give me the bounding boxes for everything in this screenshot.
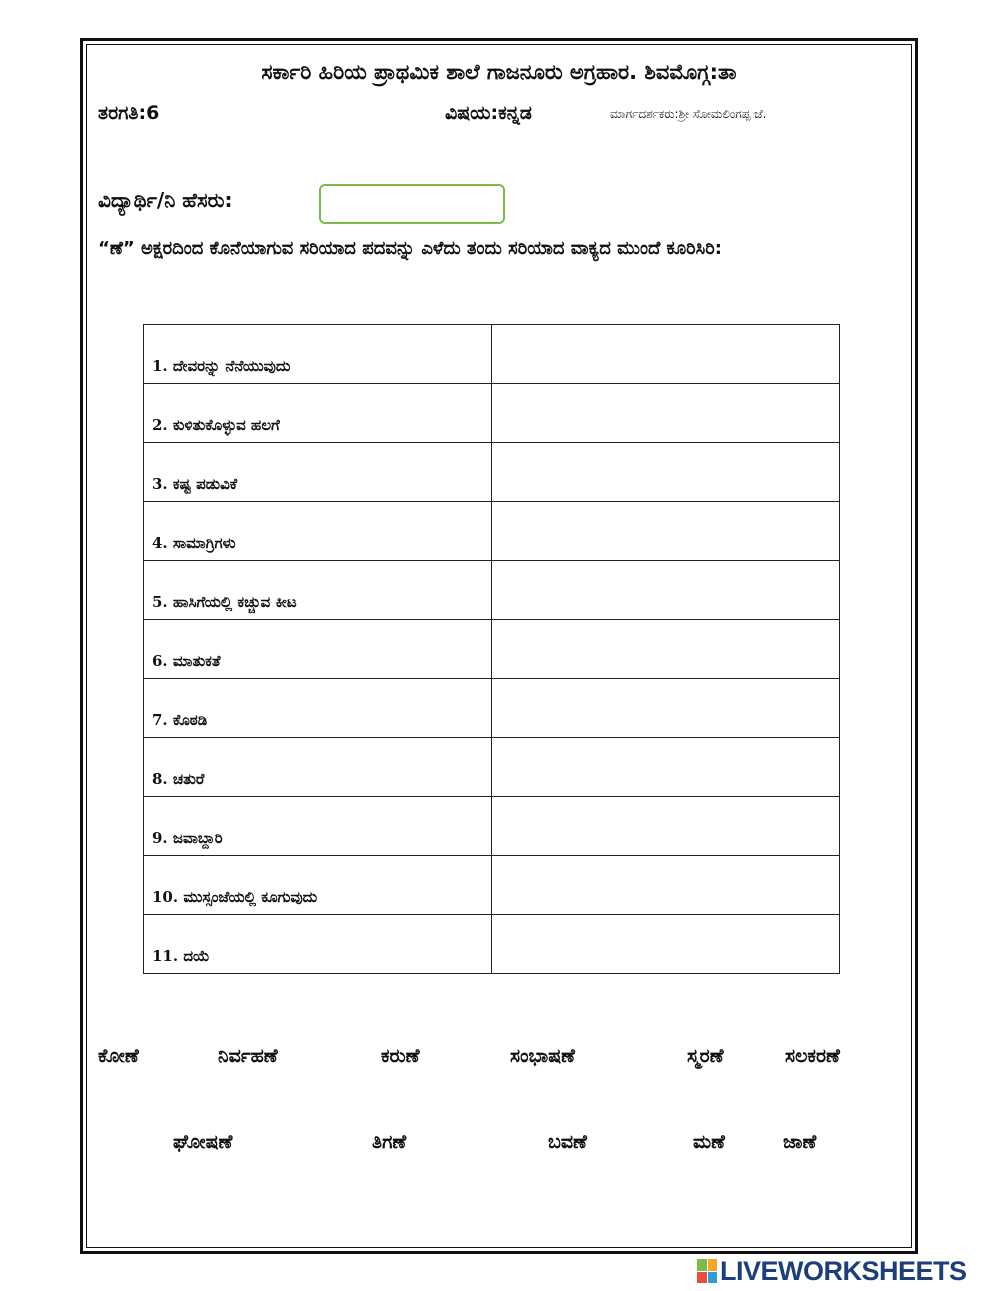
answer-cell[interactable]: [491, 384, 839, 443]
table-row: [144, 443, 840, 502]
table-row: [144, 384, 840, 443]
answer-drop-field[interactable]: [492, 798, 839, 854]
table-row: [144, 915, 840, 974]
answer-cell[interactable]: [491, 325, 839, 384]
question-text: 9. ಜವಾಬ್ದಾರಿ: [144, 797, 492, 856]
question-text: 5. ಹಾಸಿಗೆಯಲ್ಲಿ ಕಚ್ಚುವ ಕೀಟ: [144, 561, 492, 620]
liveworksheets-logo-icon: [697, 1259, 717, 1283]
student-name-label: ವಿದ್ಯಾರ್ಥಿ/ನಿ ಹೆಸರು:: [98, 188, 233, 212]
word-bank-item[interactable]: ಸ್ಮರಣೆ: [687, 1045, 724, 1067]
word-bank-item[interactable]: ಮಣೆ: [693, 1131, 725, 1153]
table-row: [144, 738, 840, 797]
word-bank-item[interactable]: ಘೋಷಣೆ: [173, 1131, 233, 1153]
question-text: 2. ಕುಳಿತುಕೊಳ್ಳುವ ಹಲಗೆ: [144, 384, 492, 443]
answer-drop-field[interactable]: [492, 562, 839, 618]
instruction-text: “ಣೆ” ಅಕ್ಷರದಿಂದ ಕೊನೆಯಾಗುವ ಸರಿಯಾದ ಪದವನ್ನು ಎಳೆದು ತಂದು ಸರಿಯಾದ ವಾಕ್ಯದ ಮುಂದೆ ಕೂರಿಸಿರಿ:: [98, 238, 722, 259]
answer-cell[interactable]: [491, 856, 839, 915]
answer-drop-field[interactable]: [492, 739, 839, 795]
answer-drop-field[interactable]: [492, 503, 839, 559]
answer-cell[interactable]: [491, 915, 839, 974]
table-row: [144, 797, 840, 856]
question-text: 10. ಮುಸ್ಸಂಜೆಯಲ್ಲಿ ಕೂಗುವುದು: [144, 856, 492, 915]
word-bank-item[interactable]: ಸಂಭಾಷಣೆ: [510, 1045, 575, 1067]
answer-cell[interactable]: [491, 502, 839, 561]
guide-label: ಮಾರ್ಗದರ್ಶಕರು:ಶ್ರೀ ಸೋಮಲಿಂಗಪ್ಪ ಜೆ.: [610, 107, 767, 121]
scan-artifact: [190, 304, 193, 315]
word-bank-item[interactable]: ತಿಗಣೆ: [372, 1131, 407, 1153]
table-row: [144, 679, 840, 738]
answer-drop-field[interactable]: [492, 385, 839, 441]
table-row: [144, 856, 840, 915]
table-row: [144, 325, 840, 384]
word-bank-item[interactable]: ಜಾಣೆ: [783, 1131, 817, 1153]
word-bank-item[interactable]: ಕರುಣೆ: [381, 1045, 420, 1067]
question-text: 3. ಕಷ್ಟ ಪಡುವಿಕೆ: [144, 443, 492, 502]
answer-drop-field[interactable]: [492, 857, 839, 913]
answer-drop-field[interactable]: [492, 621, 839, 677]
answer-drop-field[interactable]: [492, 444, 839, 500]
answer-cell[interactable]: [491, 620, 839, 679]
question-text: 6. ಮಾತುಕತೆ: [144, 620, 492, 679]
answer-drop-field[interactable]: [492, 680, 839, 736]
student-name-input[interactable]: [319, 184, 505, 224]
answer-cell[interactable]: [491, 738, 839, 797]
answer-cell[interactable]: [491, 797, 839, 856]
question-text: 7. ಕೊಠಡಿ: [144, 679, 492, 738]
answer-cell[interactable]: [491, 561, 839, 620]
liveworksheets-logo[interactable]: [697, 1256, 967, 1286]
answer-drop-field[interactable]: [492, 916, 839, 972]
brand-name: LIVEWORKSHEETS: [720, 1255, 967, 1286]
question-text: 11. ದಯೆ: [144, 915, 492, 974]
word-bank-item[interactable]: ಬವಣೆ: [548, 1131, 587, 1153]
question-text: 8. ಚತುರೆ: [144, 738, 492, 797]
table-row: [144, 620, 840, 679]
question-text: 4. ಸಾಮಾಗ್ರಿಗಳು: [144, 502, 492, 561]
class-label: ತರಗತಿ:6: [98, 102, 160, 124]
table-row: [144, 561, 840, 620]
table-row: [144, 502, 840, 561]
answer-drop-field[interactable]: [492, 326, 839, 382]
school-title: ಸರ್ಕಾರಿ ಹಿರಿಯ ಪ್ರಾಥಮಿಕ ಶಾಲೆ ಗಾಜನೂರು ಅಗ್ರಹಾರ. ಶಿವಮೊಗ್ಗ:ತಾ: [261, 60, 737, 84]
question-table: [143, 324, 840, 974]
subject-label: ವಿಷಯ:ಕನ್ನಡ: [445, 102, 532, 124]
answer-cell[interactable]: [491, 679, 839, 738]
word-bank-item[interactable]: ಕೋಣೆ: [98, 1045, 139, 1067]
question-text: 1. ದೇವರನ್ನು ನೆನೆಯುವುದು: [144, 325, 492, 384]
answer-cell[interactable]: [491, 443, 839, 502]
word-bank-item[interactable]: ನಿರ್ವಹಣೆ: [218, 1045, 278, 1067]
word-bank-item[interactable]: ಸಲಕರಣೆ: [785, 1045, 840, 1067]
